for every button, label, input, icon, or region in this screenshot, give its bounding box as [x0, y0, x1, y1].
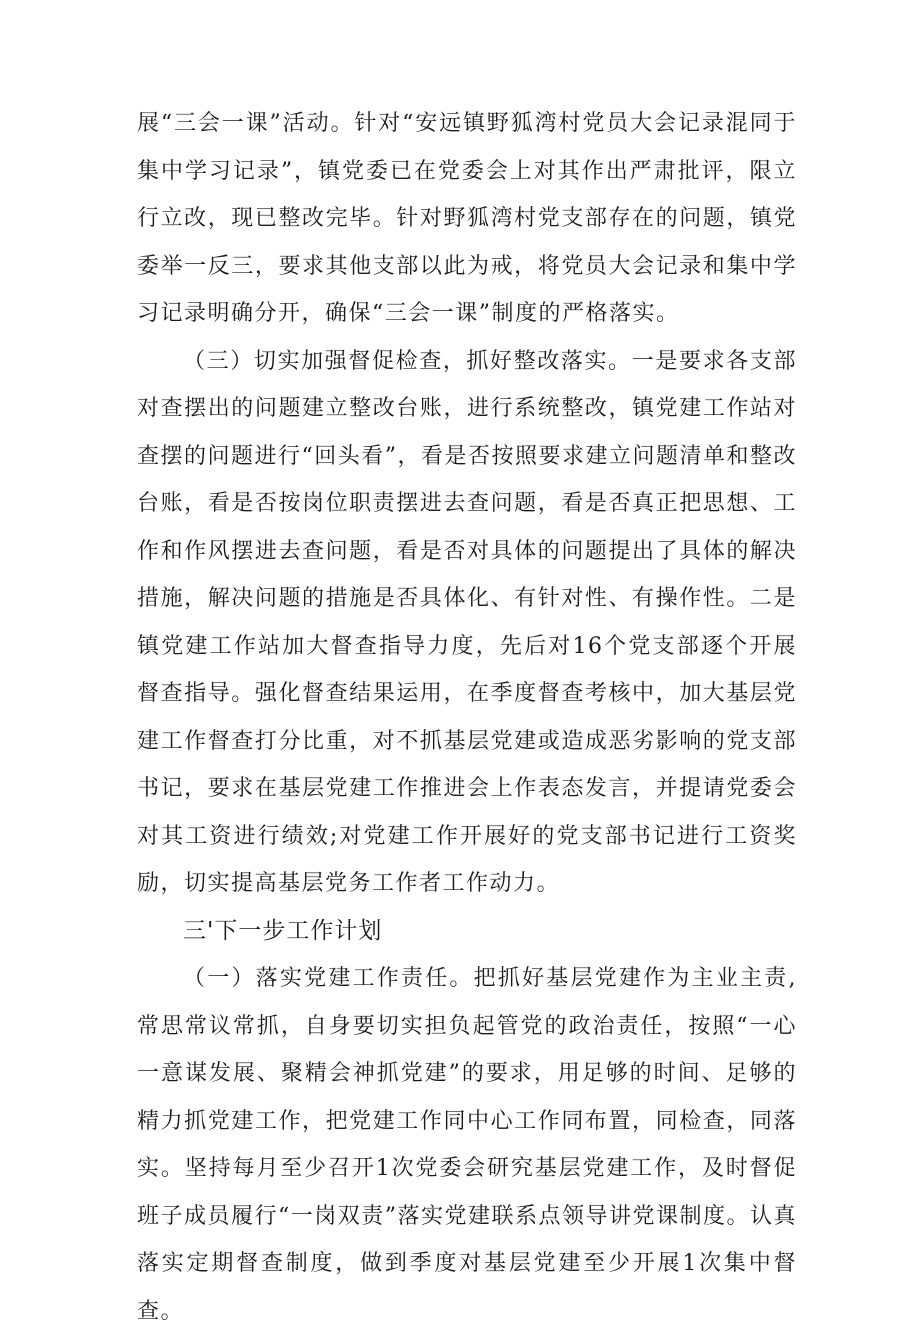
- paragraph-responsibility: （一）落实党建工作责任。把抓好基层党建作为主业主责,常思常议常抓，自身要切实担负起管党的政治责任，按照“一心一意谋发展、聚精会神抓党建”的要求，用足够的时间、足够的精力抓党建工作，把党建工作同中心工作同布置，同检查，同落实。坚持每月至少召开1次党委会研究基层党建工作，及时督促班子成员履行“一岗双责”落实党建联系点领导讲党课制度。认真落实定期督查制度，做到季度对基层党建至少开展1次集中督查。: [137, 966, 797, 1324]
- document-body: [137, 100, 797, 1335]
- paragraph-supervision: （三）切实加强督促检查，抓好整改落实。一是要求各支部对查摆出的问题建立整改台账，进行系统整改，镇党建工作站对查摆的问题进行“回头看”，看是否按照要求建立问题清单和整改台账，看是否按岗位职责摆进去查问题，看是否真正把思想、工作和作风摆进去查问题，看是否对具体的问题提出了具体的解决措施，解决问题的措施是否具体化、有针对性、有操作性。二是镇党建工作站加大督查指导力度，先后对16个党支部逐个开展督查指导。强化督查结果运用，在季度督查考核中，加大基层党建工作督查打分比重，对不抓基层党建或造成恶劣影响的党支部书记，要求在基层党建工作推进会上作表态发言，并提请党委会对其工资进行绩效;对党建工作开展好的党支部书记进行工资奖励，切实提高基层党务工作者工作动力。: [137, 348, 797, 896]
- paragraph-continuation: 展“三会一课”活动。针对“安远镇野狐湾村党员大会记录混同于集中学习记录”，镇党委已在党委会上对其作出严肃批评，限立行立改，现已整改完毕。针对野狐湾村党支部存在的问题，镇党委举一反三，要求其他支部以此为戒，将党员大会记录和集中学习记录明确分开，确保“三会一课”制度的严格落实。: [137, 111, 797, 326]
- section-heading: 三'下一步工作计划: [183, 917, 383, 944]
